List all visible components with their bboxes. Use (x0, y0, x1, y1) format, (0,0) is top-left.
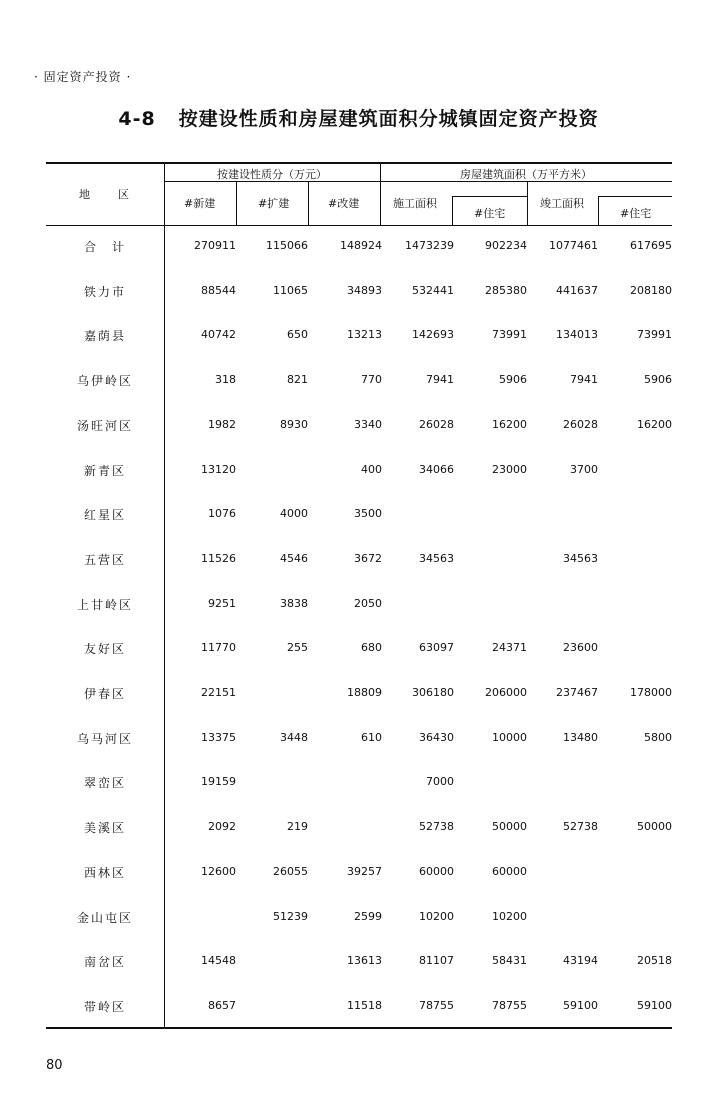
table-cell: 20518 (637, 954, 672, 968)
table-cell: 13613 (347, 954, 382, 968)
table-cell: 1982 (208, 417, 236, 431)
table-cell: 11770 (201, 641, 236, 655)
table-cell: 3838 (280, 596, 308, 610)
row-region-label: 翠峦区 (83, 776, 126, 791)
table-cell: 39257 (347, 864, 382, 878)
table-cell: 24371 (492, 641, 527, 655)
table-cell: 4000 (280, 507, 308, 521)
table-cell: 5800 (644, 730, 672, 744)
table-cell: 19159 (201, 775, 236, 789)
table-cell: 36430 (419, 730, 454, 744)
table-bottom-rule (46, 1027, 672, 1029)
col-expansion: #扩建 (258, 197, 290, 210)
col-divider (308, 181, 309, 225)
table-cell: 11526 (201, 551, 236, 565)
table-cell: 9251 (208, 596, 236, 610)
region-column-divider (164, 162, 165, 1028)
table-cell: 34563 (419, 551, 454, 565)
table-cell: 617695 (630, 239, 672, 252)
table-cell: 78755 (419, 998, 454, 1012)
table-cell: 650 (287, 328, 308, 342)
row-region-label: 嘉荫县 (83, 329, 126, 344)
row-region-label: 美溪区 (83, 821, 126, 836)
table-cell: 16200 (492, 417, 527, 431)
table-cell: 81107 (419, 954, 454, 968)
col-under-construction: 施工面积 (393, 197, 437, 210)
col-under-construction-residential: #住宅 (474, 207, 506, 220)
table-cell: 60000 (492, 864, 527, 878)
table-cell: 318 (215, 373, 236, 387)
table-number: 4-8 (118, 108, 156, 130)
table-cell: 237467 (556, 686, 598, 699)
table-cell: 10200 (419, 909, 454, 923)
table-cell: 13480 (563, 730, 598, 744)
row-region-label: 西林区 (83, 865, 126, 880)
residential-subrule (598, 196, 672, 197)
table-cell: 16200 (637, 417, 672, 431)
row-region-label: 友好区 (83, 642, 126, 657)
table-cell: 26028 (419, 417, 454, 431)
col-completed-residential: #住宅 (620, 207, 652, 220)
table-cell: 2599 (354, 909, 382, 923)
table-cell: 255 (287, 641, 308, 655)
table-cell: 115066 (266, 239, 308, 252)
table-cell: 1076 (208, 507, 236, 521)
table-cell: 219 (287, 820, 308, 834)
table-cell: 23000 (492, 462, 527, 476)
row-region-label: 带岭区 (83, 999, 126, 1014)
table-cell: 7941 (426, 373, 454, 387)
table-cell: 2092 (208, 820, 236, 834)
table-cell: 13120 (201, 462, 236, 476)
table-cell: 13213 (347, 328, 382, 342)
region-header: 地 区 (79, 188, 131, 201)
table-cell: 7000 (426, 775, 454, 789)
table-cell: 88544 (201, 283, 236, 297)
col-divider (598, 196, 599, 225)
table-cell: 3672 (354, 551, 382, 565)
table-cell: 3500 (354, 507, 382, 521)
table-cell: 73991 (637, 328, 672, 342)
row-region-label: 金山屯区 (76, 910, 133, 925)
table-cell: 770 (361, 373, 382, 387)
table-cell: 134013 (556, 328, 598, 342)
table-cell: 441637 (556, 283, 598, 297)
floor-area-header: 房屋建筑面积（万平方米） (460, 168, 592, 181)
table-cell: 680 (361, 641, 382, 655)
table-cell: 1077461 (549, 239, 598, 252)
table-cell: 10200 (492, 909, 527, 923)
table-cell: 78755 (492, 998, 527, 1012)
row-region-label: 红星区 (83, 508, 126, 523)
table-cell: 11518 (347, 998, 382, 1012)
table-cell: 821 (287, 373, 308, 387)
table-cell: 51239 (273, 909, 308, 923)
table-cell: 8930 (280, 417, 308, 431)
table-cell: 34893 (347, 283, 382, 297)
table-cell: 50000 (637, 820, 672, 834)
table-cell: 7941 (570, 373, 598, 387)
table-cell: 902234 (485, 239, 527, 252)
table-cell: 208180 (630, 283, 672, 297)
col-renovation: #改建 (328, 197, 360, 210)
row-region-label: 上甘岭区 (76, 597, 133, 612)
row-region-label: 铁力市 (83, 284, 126, 299)
table-cell: 5906 (644, 373, 672, 387)
row-region-label: 五营区 (83, 552, 126, 567)
row-region-label: 乌马河区 (76, 731, 133, 746)
table-cell: 26055 (273, 864, 308, 878)
section-label: · 固定资产投资 · (34, 70, 132, 84)
table-cell: 306180 (412, 686, 454, 699)
table-cell: 22151 (201, 686, 236, 699)
construction-type-header: 按建设性质分（万元） (217, 168, 327, 181)
col-divider (236, 181, 237, 225)
table-cell: 52738 (563, 820, 598, 834)
table-cell: 40742 (201, 328, 236, 342)
table-cell: 14548 (201, 954, 236, 968)
table-cell: 3700 (570, 462, 598, 476)
col-divider (452, 196, 453, 225)
col-new-build: #新建 (184, 197, 216, 210)
table-cell: 285380 (485, 283, 527, 297)
page-number: 80 (46, 1058, 63, 1073)
table-cell: 10000 (492, 730, 527, 744)
table-cell: 270911 (194, 239, 236, 252)
table-cell: 1473239 (405, 239, 454, 252)
table-cell: 13375 (201, 730, 236, 744)
header-bottom-rule (46, 225, 672, 226)
table-cell: 73991 (492, 328, 527, 342)
row-region-label: 汤旺河区 (76, 418, 133, 433)
table-cell: 206000 (485, 686, 527, 699)
table-cell: 63097 (419, 641, 454, 655)
table-cell: 3448 (280, 730, 308, 744)
table-cell: 4546 (280, 551, 308, 565)
table-cell: 26028 (563, 417, 598, 431)
table-cell: 610 (361, 730, 382, 744)
table-cell: 58431 (492, 954, 527, 968)
table-cell: 400 (361, 462, 382, 476)
table-cell: 34066 (419, 462, 454, 476)
table-cell: 43194 (563, 954, 598, 968)
row-region-label: 乌伊岭区 (76, 374, 133, 389)
table-cell: 52738 (419, 820, 454, 834)
page-title (0, 104, 717, 131)
col-completed: 竣工面积 (540, 197, 584, 210)
table-cell: 5906 (499, 373, 527, 387)
table-cell: 3340 (354, 417, 382, 431)
table-cell: 50000 (492, 820, 527, 834)
table-cell: 142693 (412, 328, 454, 342)
table-cell: 148924 (340, 239, 382, 252)
table-cell: 18809 (347, 686, 382, 699)
residential-subrule (452, 196, 527, 197)
table-cell: 34563 (563, 551, 598, 565)
table-cell: 60000 (419, 864, 454, 878)
table-cell: 59100 (563, 998, 598, 1012)
table-cell: 2050 (354, 596, 382, 610)
table-cell: 59100 (637, 998, 672, 1012)
row-region-label: 新青区 (83, 463, 126, 478)
table-cell: 178000 (630, 686, 672, 699)
table-top-rule (46, 162, 672, 164)
row-region-label: 合 计 (83, 240, 126, 254)
table-title: 按建设性质和房屋建筑面积分城镇固定资产投资 (178, 108, 599, 130)
table-cell: 11065 (273, 283, 308, 297)
row-region-label: 南岔区 (83, 955, 126, 970)
col-divider (527, 181, 528, 225)
table-cell: 532441 (412, 283, 454, 297)
table-cell: 12600 (201, 864, 236, 878)
table-cell: 8657 (208, 998, 236, 1012)
table-cell: 23600 (563, 641, 598, 655)
row-region-label: 伊春区 (83, 687, 126, 701)
